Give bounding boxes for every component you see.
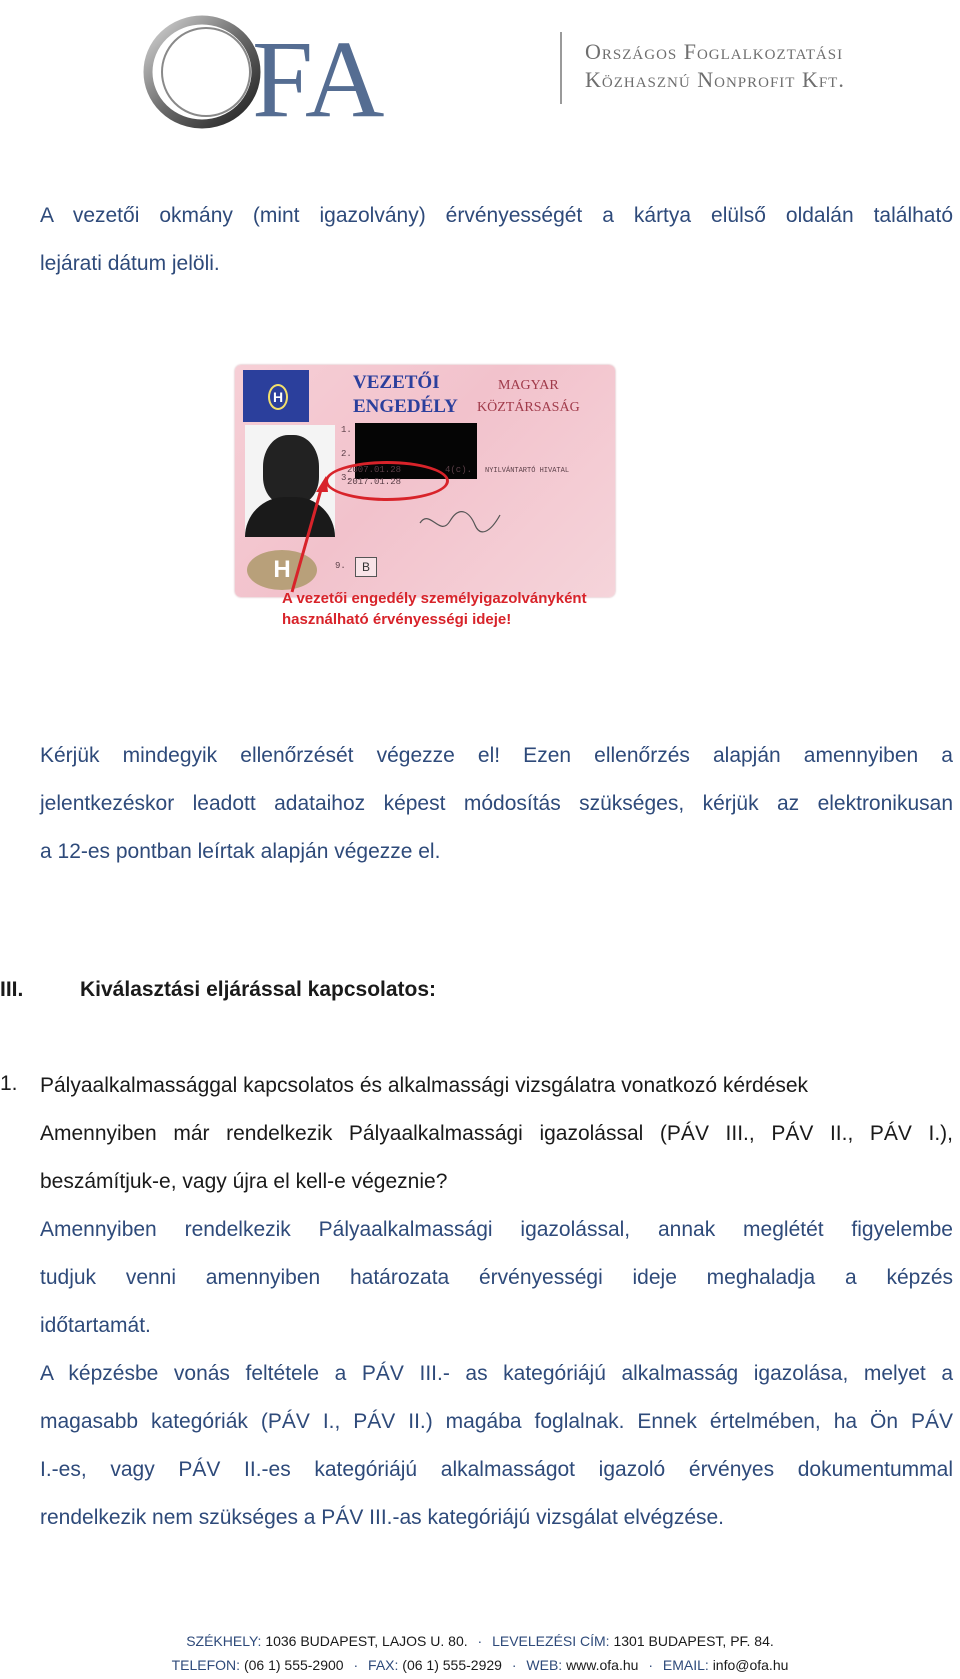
- footer-seat-value: 1036 BUDAPEST, LAJOS U. 80.: [265, 1633, 468, 1649]
- logo-org-name: [585, 38, 845, 94]
- item-answer-1-line-1: Amennyiben rendelkezik Pályaalkalmassági igazolással, annak meglétét figyelembe: [40, 1218, 953, 1241]
- check-line-1: Kérjük mindegyik ellenőrzését végezze el! Ezen ellenőrzés alapján amennyiben a: [40, 744, 953, 767]
- item-answer-2-line-2: magasabb kategóriák (PÁV I., PÁV II.) magába foglalnak. Ennek értelmében, ha Ön PÁV: [40, 1410, 953, 1433]
- item-answer-1-line-2: tudjuk venni amennyiben határozata érvényességi ideje meghaladja a képzés: [40, 1266, 953, 1289]
- figure-caption-line-1: A vezetői engedély személyigazolványként: [282, 590, 587, 607]
- card-field-4c: 4(c).: [445, 465, 473, 475]
- card-title-line-2: ENGEDÉLY: [353, 396, 458, 417]
- card-field-2-number: 2.: [341, 449, 352, 459]
- item-answer-2-line-1: A képzésbe vonás feltétele a PÁV III.- as kategóriájú alkalmasság igazolása, melyet a: [40, 1362, 953, 1385]
- footer-separator: ·: [353, 1657, 359, 1673]
- item-question-line-3: beszámítjuk-e, vagy újra el kell-e végeznie?: [40, 1170, 448, 1193]
- footer-phone-label: TELEFON:: [171, 1657, 241, 1673]
- footer-seat-label: SZÉKHELY:: [186, 1633, 262, 1649]
- logo-divider: [560, 32, 562, 104]
- footer-mail-label: LEVELEZÉSI CÍM:: [492, 1633, 610, 1649]
- license-category: B: [355, 557, 377, 577]
- footer-email-label: EMAIL:: [662, 1657, 709, 1673]
- intro-line-2: lejárati dátum jelöli.: [40, 252, 220, 275]
- footer-email-link[interactable]: info@ofa.hu: [712, 1657, 789, 1673]
- section-number: III.: [0, 978, 24, 1001]
- ofa-logo-mark: [140, 8, 440, 143]
- red-arrow-icon: [230, 360, 650, 680]
- card-field-issue-date: 2007.01.28: [347, 465, 402, 475]
- logo-org-line-2: Közhasznú Nonprofit Kft.: [585, 67, 845, 92]
- footer-web-label: WEB:: [526, 1657, 563, 1673]
- ofa-logo-letters: FA: [252, 18, 385, 140]
- driving-license-figure: [230, 360, 650, 680]
- footer-mail-value: 1301 BUDAPEST, PF. 84.: [613, 1633, 774, 1649]
- item-question: [40, 1062, 953, 1206]
- item-answer-2: [40, 1350, 953, 1542]
- card-country-line-1: MAGYAR: [498, 378, 559, 393]
- figure-caption: [282, 588, 587, 630]
- item-number: 1.: [0, 1072, 18, 1095]
- intro-line-1: A vezetői okmány (mint igazolvány) érvényességét a kártya elülső oldalán található: [40, 204, 953, 227]
- card-field-1-number: 1.: [341, 425, 352, 435]
- logo-org-line-1: Országos Foglalkoztatási: [585, 39, 844, 64]
- footer-contact-line: [0, 1657, 960, 1673]
- ofa-logo: [140, 8, 845, 143]
- card-field-expiry-date: 2017.01.28: [347, 477, 402, 487]
- footer-separator: ·: [477, 1633, 483, 1649]
- card-issuer: NYILVÁNTARTÓ HIVATAL: [485, 467, 570, 475]
- card-title-line-1: VEZETŐI: [353, 372, 440, 393]
- country-code: H: [268, 384, 288, 410]
- card-country-line-2: KÖZTÁRSASÁG: [477, 400, 580, 415]
- footer-fax-label: FAX:: [368, 1657, 399, 1673]
- section-title: Kiválasztási eljárással kapcsolatos:: [80, 978, 437, 1001]
- check-paragraph: [40, 732, 953, 876]
- footer-fax-value: (06 1) 555-2929: [402, 1657, 502, 1673]
- figure-caption-line-2: használható érvényességi ideje!: [282, 611, 512, 628]
- section-heading: [0, 978, 960, 1018]
- footer-separator: ·: [511, 1657, 517, 1673]
- item-question-line-2: Amennyiben már rendelkezik Pályaalkalmassági igazolással (PÁV III., PÁV II., PÁV I.),: [40, 1122, 953, 1145]
- footer-address-line: [0, 1633, 960, 1649]
- item-question-line-1: Pályaalkalmassággal kapcsolatos és alkalmassági vizsgálatra vonatkozó kérdések: [40, 1074, 809, 1097]
- intro-paragraph: [40, 192, 953, 288]
- footer-separator: ·: [648, 1657, 653, 1673]
- country-oval-badge: H: [247, 550, 317, 590]
- card-field-9-number: 9.: [335, 561, 346, 571]
- card-field-3-number: 3.: [341, 473, 352, 483]
- item-answer-1: [40, 1206, 953, 1350]
- check-line-3: a 12-es pontban leírtak alapján végezze el.: [40, 840, 441, 863]
- footer-phone-value: (06 1) 555-2900: [243, 1657, 344, 1673]
- item-answer-2-line-3: I.-es, vagy PÁV II.-es kategóriájú alkalmasságot igazoló érvényes dokumentummal: [40, 1458, 953, 1481]
- footer-web-link[interactable]: www.ofa.hu: [566, 1657, 639, 1673]
- item-answer-1-line-3: időtartamát.: [40, 1314, 151, 1337]
- item-answer-2-line-4: rendelkezik nem szükséges a PÁV III.-as kategóriájú vizsgálat elvégzése.: [40, 1506, 725, 1529]
- check-line-2: jelentkezéskor leadott adataihoz képest módosítás szükséges, kérjük az elektronikusan: [40, 792, 953, 815]
